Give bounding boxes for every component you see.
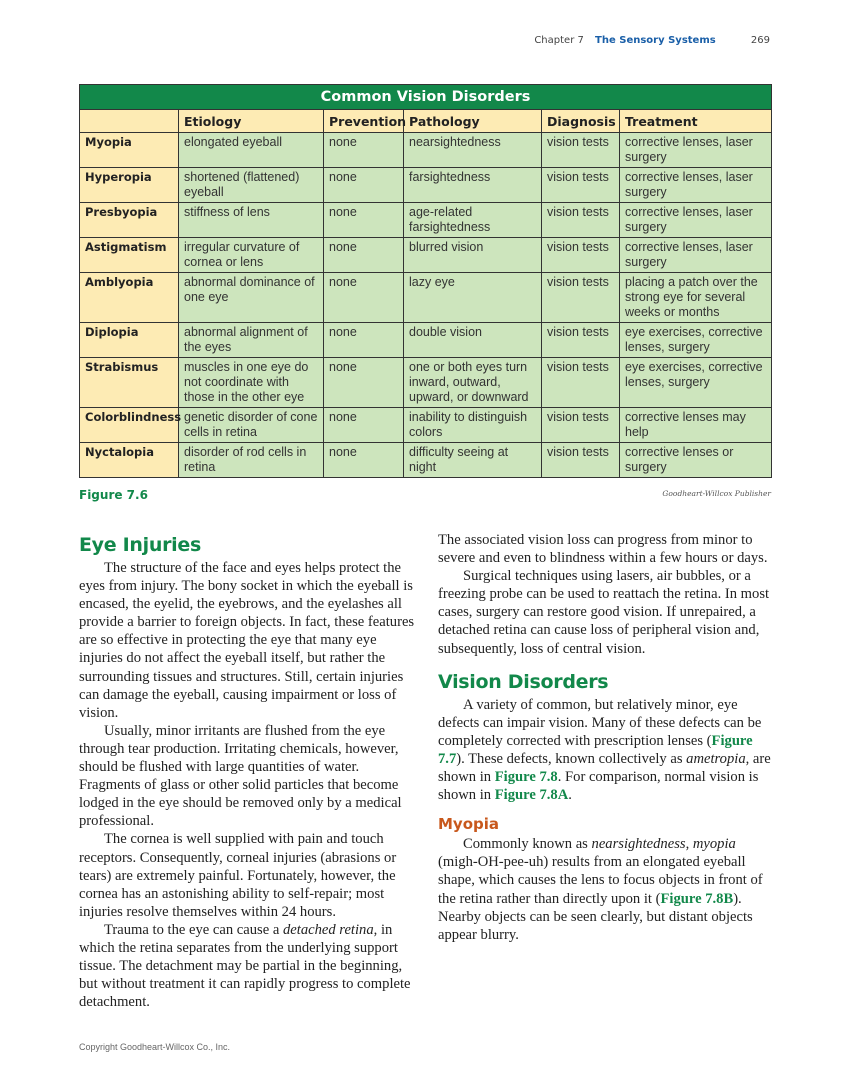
text: ). Nearby objects can be seen clearly, but distant objects appear blurry. xyxy=(438,890,753,943)
text: Trauma to the eye can cause a xyxy=(104,921,283,938)
disorder-name: Amblyopia xyxy=(80,273,179,323)
treatment-cell: corrective lenses, laser surgery xyxy=(620,238,772,273)
section-title: The Sensory Systems xyxy=(595,35,716,46)
disorder-name: Astigmatism xyxy=(80,238,179,273)
treatment-cell: corrective lenses or surgery xyxy=(620,443,772,478)
treatment-cell: corrective lenses, laser surgery xyxy=(620,203,772,238)
treatment-cell: corrective lenses, laser surgery xyxy=(620,168,772,203)
pathology-cell: lazy eye xyxy=(404,273,542,323)
pathology-cell: double vision xyxy=(404,323,542,358)
etiology-cell: elongated eyeball xyxy=(179,133,324,168)
paragraph: The associated vision loss can progress from minor to severe and even to blindness within a few hours or days. xyxy=(438,532,768,567)
right-column xyxy=(438,531,774,944)
treatment-cell: placing a patch over the strong eye for several weeks or months xyxy=(620,273,772,323)
column-header-pathology: Pathology xyxy=(404,110,542,133)
pathology-cell: blurred vision xyxy=(404,238,542,273)
pathology-cell: inability to distinguish colors xyxy=(404,408,542,443)
disorder-name: Myopia xyxy=(80,133,179,168)
diagnosis-cell: vision tests xyxy=(542,168,620,203)
column-header-prevention: Prevention xyxy=(324,110,404,133)
text: ). These defects, known collectively as xyxy=(456,750,687,767)
figure-link[interactable]: Figure 7.8B xyxy=(660,890,734,907)
key-term: myopia xyxy=(692,836,736,853)
heading-eye-injuries: Eye Injuries xyxy=(79,534,201,556)
column-header xyxy=(80,110,179,133)
text: , in which the retina separates from the underlying support tissue. The detachment may be partial in the beginning, but without treatment it can rapidly progress to complete detachment. xyxy=(79,921,411,1011)
etiology-cell: abnormal alignment of the eyes xyxy=(179,323,324,358)
prevention-cell: none xyxy=(324,238,404,273)
disorder-name: Nyctalopia xyxy=(80,443,179,478)
etiology-cell: muscles in one eye do not coordinate with those in the other eye xyxy=(179,358,324,408)
table-row xyxy=(80,238,772,273)
treatment-cell: corrective lenses may help xyxy=(620,408,772,443)
table-row xyxy=(80,203,772,238)
vision-disorders-table xyxy=(79,84,772,478)
text: , are shown in xyxy=(438,750,771,786)
text: , xyxy=(685,836,693,853)
diagnosis-cell: vision tests xyxy=(542,133,620,168)
diagnosis-cell: vision tests xyxy=(542,273,620,323)
etiology-cell: abnormal dominance of one eye xyxy=(179,273,324,323)
etiology-cell: stiffness of lens xyxy=(179,203,324,238)
heading-vision-disorders: Vision Disorders xyxy=(438,670,609,693)
text: . For comparison, normal vision is shown in xyxy=(438,769,759,804)
column-header-treatment: Treatment xyxy=(620,110,772,133)
prevention-cell: none xyxy=(324,273,404,323)
etiology-cell: irregular curvature of cornea or lens xyxy=(179,238,324,273)
prevention-cell: none xyxy=(324,443,404,478)
diagnosis-cell: vision tests xyxy=(542,323,620,358)
diagnosis-cell: vision tests xyxy=(542,203,620,238)
pathology-cell: farsightedness xyxy=(404,168,542,203)
paragraph: The structure of the face and eyes helps protect the eyes from injury. The bony socket in which the eyeball is encased, the eyelid, the eyebrows, and the eyelashes all provide a barrier to foreign objects. In fact, these features are so effective in protecting the eye that many eye injuries do not affect the eyeball itself, but rather the surrounding tissues and structures. Still, certain injuries can damage the eyeball, causing impairment or loss of vision. xyxy=(79,560,415,721)
etiology-cell: genetic disorder of cone cells in retina xyxy=(179,408,324,443)
paragraph: The cornea is well supplied with pain and touch receptors. Consequently, corneal injuries (abrasions or tears) are extremely painful. Fortunately, however, the cornea has an astonishing ability to self-repair; most injuries resolve themselves within 24 hours. xyxy=(79,831,397,920)
key-term: nearsightedness xyxy=(591,836,686,853)
prevention-cell: none xyxy=(324,358,404,408)
disorder-name: Diplopia xyxy=(80,323,179,358)
prevention-cell: none xyxy=(324,203,404,238)
left-column xyxy=(79,533,419,1011)
etiology-cell: disorder of rod cells in retina xyxy=(179,443,324,478)
table-row xyxy=(80,323,772,358)
treatment-cell: eye exercises, corrective lenses, surgery xyxy=(620,358,772,408)
disorder-name: Presbyopia xyxy=(80,203,179,238)
table-row xyxy=(80,273,772,323)
column-header-etiology: Etiology xyxy=(179,110,324,133)
figure-link[interactable]: Figure 7.8A xyxy=(494,787,569,804)
column-header-diagnosis: Diagnosis xyxy=(542,110,620,133)
paragraph: Surgical techniques using lasers, air bubbles, or a freezing probe can be used to reattach the retina. In most cases, surgery can restore good vision. If unrepaired, a detached retina can cause loss of peripheral vision and, subsequently, loss of central vision. xyxy=(438,568,770,657)
figure-link[interactable]: Figure 7.7 xyxy=(438,732,753,767)
table-title: Common Vision Disorders xyxy=(80,85,772,110)
disorder-name: Strabismus xyxy=(80,358,179,408)
figure-credit: Goodheart-Willcox Publisher xyxy=(662,489,771,498)
paragraph xyxy=(79,921,419,1011)
text: Commonly known as xyxy=(463,836,592,853)
text: (migh-OH-pee-uh) results from an elongated eyeball shape, which causes the lens to focus objects in front of the retina rather than directly upon it ( xyxy=(438,854,763,907)
table-header-row xyxy=(80,110,772,133)
disorder-name: Hyperopia xyxy=(80,168,179,203)
table-row xyxy=(80,133,772,168)
treatment-cell: eye exercises, corrective lenses, surgery xyxy=(620,323,772,358)
pathology-cell: age-related farsightedness xyxy=(404,203,542,238)
pathology-cell: one or both eyes turn inward, outward, upward, or downward xyxy=(404,358,542,408)
page-number: 269 xyxy=(750,35,770,46)
figure-link[interactable]: Figure 7.8 xyxy=(494,769,558,786)
table-row xyxy=(80,358,772,408)
key-term: detached retina xyxy=(282,921,374,938)
diagnosis-cell: vision tests xyxy=(542,238,620,273)
table-row xyxy=(80,443,772,478)
paragraph xyxy=(438,696,774,805)
prevention-cell: none xyxy=(324,323,404,358)
prevention-cell: none xyxy=(324,408,404,443)
table-row xyxy=(80,168,772,203)
disorder-name: Colorblindness xyxy=(80,408,179,443)
diagnosis-cell: vision tests xyxy=(542,358,620,408)
text: . xyxy=(568,787,572,804)
prevention-cell: none xyxy=(324,168,404,203)
table-row xyxy=(80,408,772,443)
prevention-cell: none xyxy=(324,133,404,168)
diagnosis-cell: vision tests xyxy=(542,443,620,478)
treatment-cell: corrective lenses, laser surgery xyxy=(620,133,772,168)
key-term: ametropia xyxy=(686,750,746,767)
text: A variety of common, but relatively minor, eye defects can impair vision. Many of these defects can be completely corrected with prescription lenses ( xyxy=(438,696,762,749)
pathology-cell: difficulty seeing at night xyxy=(404,443,542,478)
paragraph: Usually, minor irritants are flushed from the eye through tear production. Irritating chemicals, however, should be flushed with large quantities of water. Fragments of glass or other solid particles that become lodged in the eye should be removed only by a medical professional. xyxy=(79,722,402,830)
chapter-label: Chapter 7 xyxy=(534,35,584,46)
running-head xyxy=(0,35,770,46)
etiology-cell: shortened (flattened) eyeball xyxy=(179,168,324,203)
diagnosis-cell: vision tests xyxy=(542,408,620,443)
pathology-cell: nearsightedness xyxy=(404,133,542,168)
subheading-myopia: Myopia xyxy=(438,815,500,834)
paragraph xyxy=(438,835,774,944)
copyright-footer: Copyright Goodheart-Willcox Co., Inc. xyxy=(79,1042,231,1052)
figure-label: Figure 7.6 xyxy=(79,488,148,502)
